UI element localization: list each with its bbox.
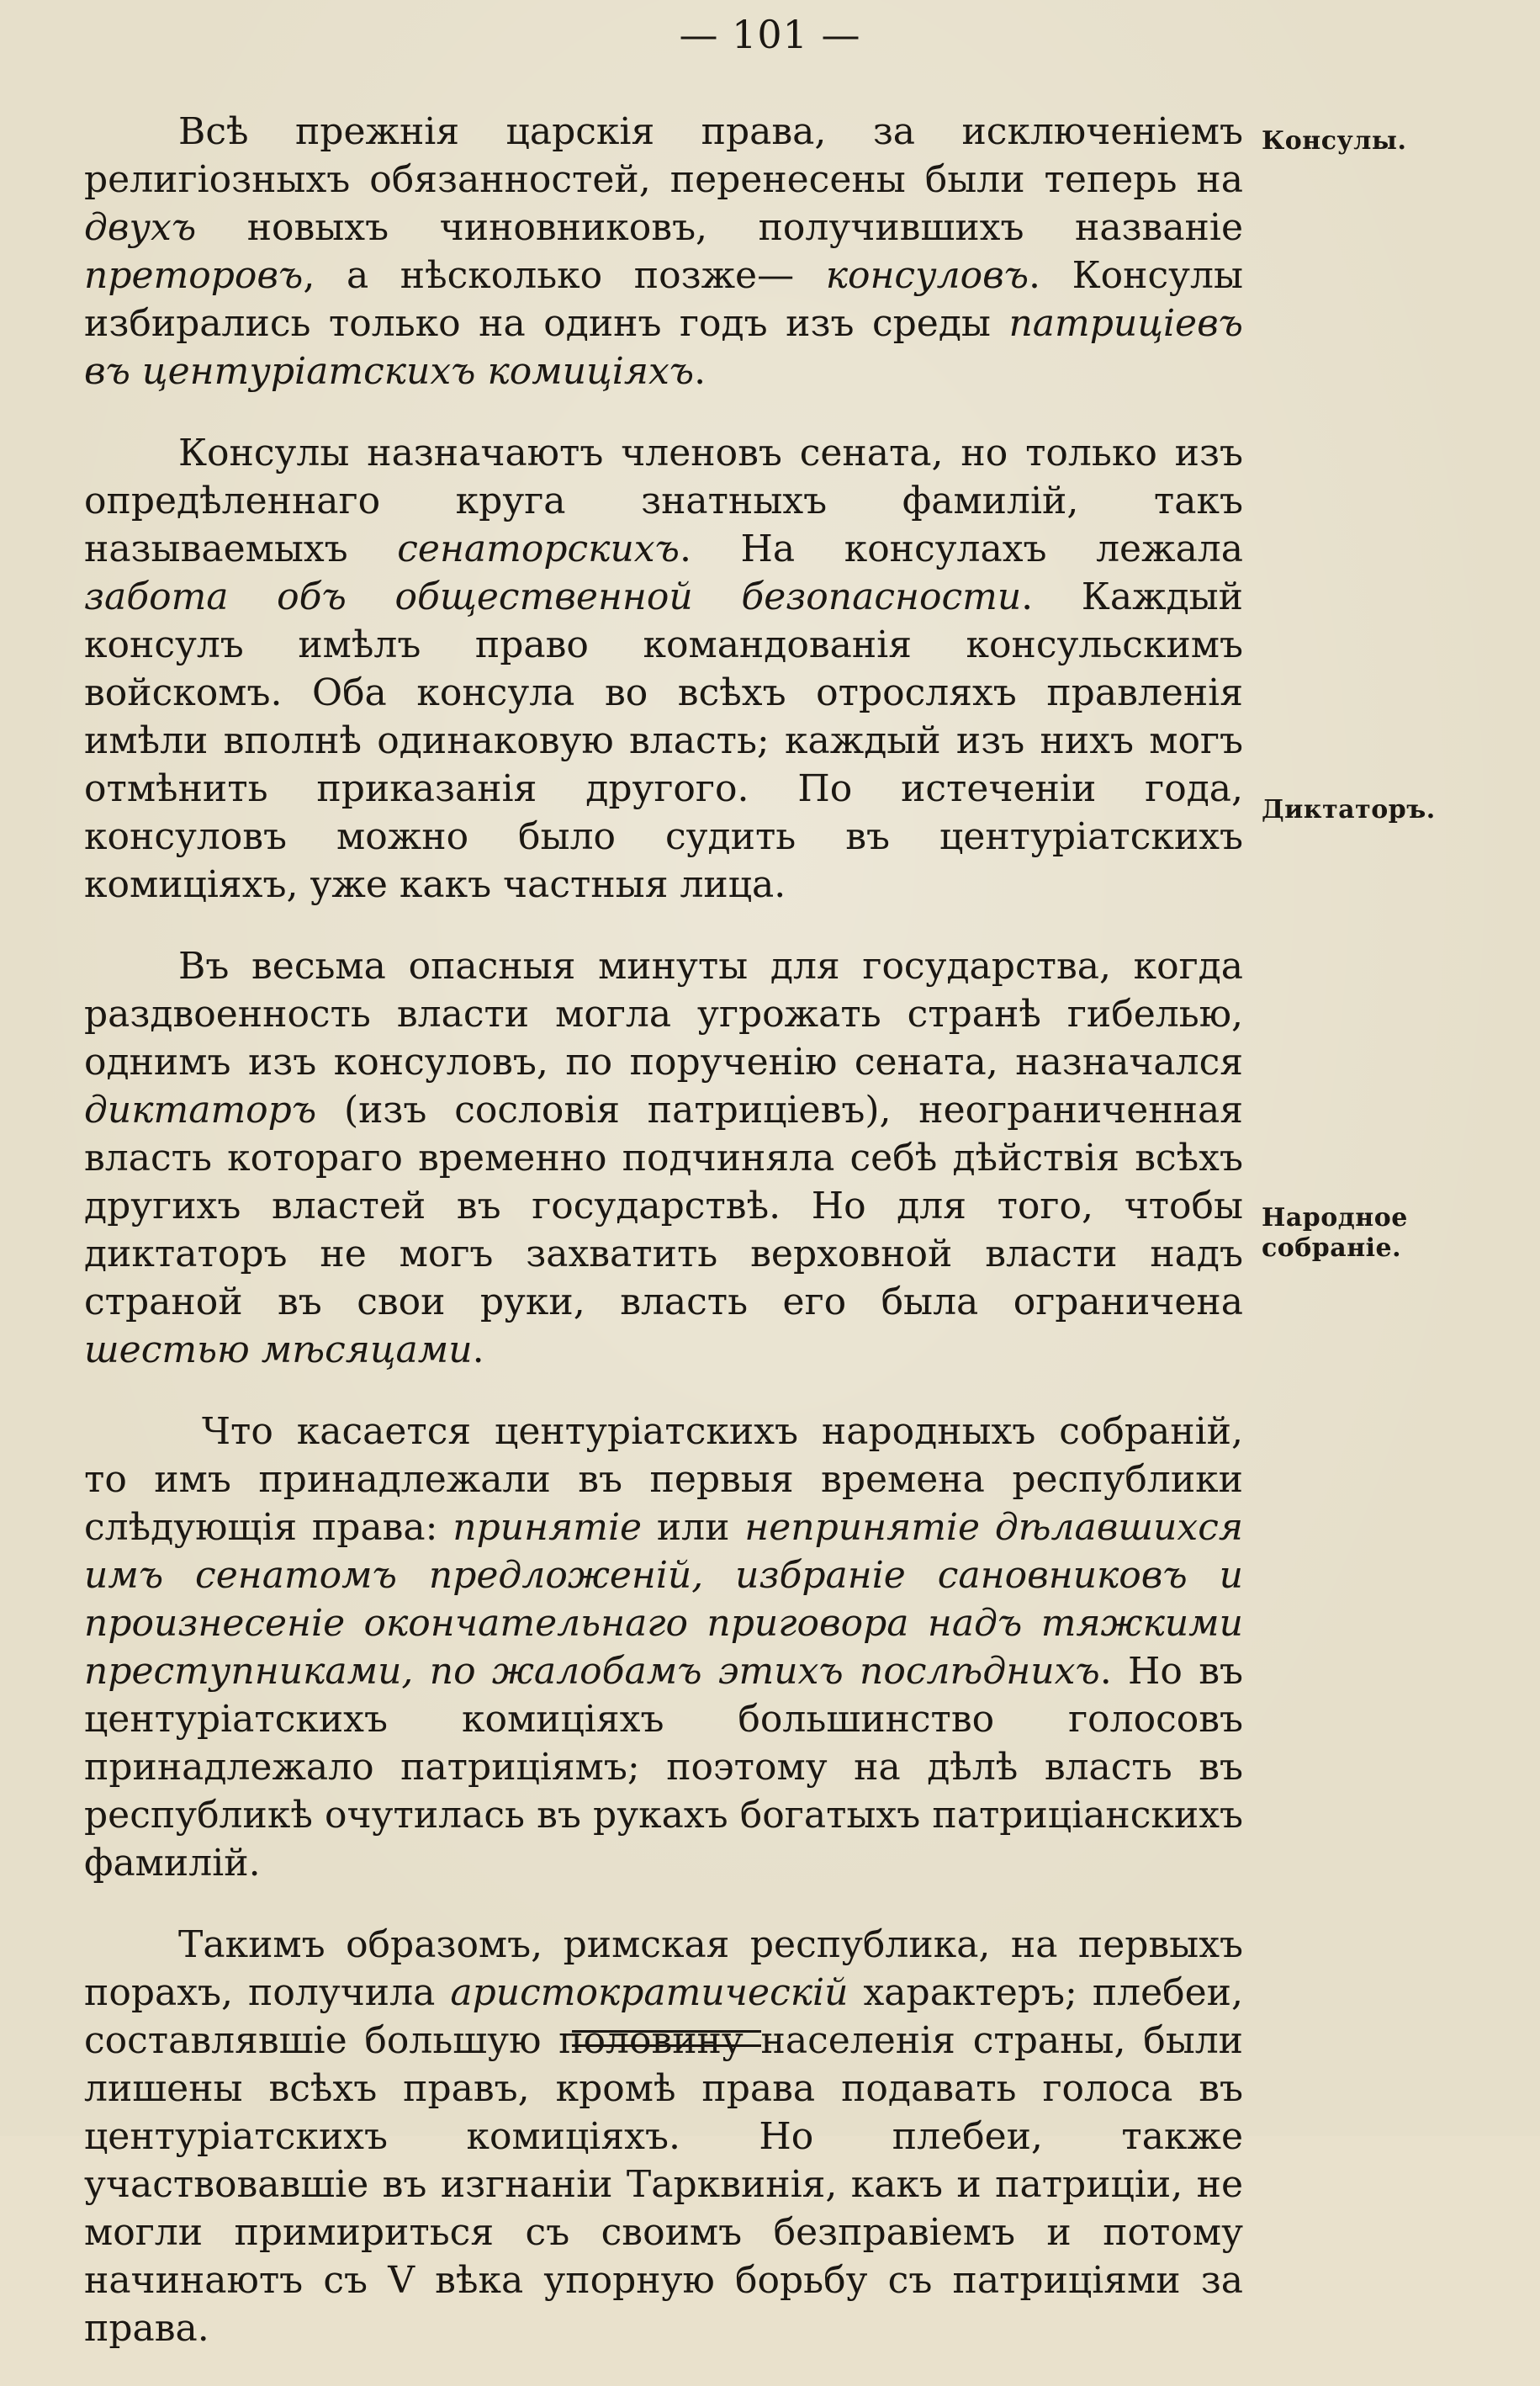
text-run: , а нѣсколько позже— [303,254,826,297]
emphasis: забота объ общественной безопасности [84,575,1022,618]
text-run: или [642,1506,745,1549]
paragraph-consuls [84,108,1243,395]
paragraph-plebeians [84,1921,1243,2352]
emphasis: патриціевъ въ центуріатскихъ комиціяхъ [84,302,1243,393]
emphasis: преторовъ [84,254,304,297]
margin-note-dictator: Диктаторъ. [1262,795,1436,824]
text-run: Въ весьма опасныя минуты для государства, когда раздвоенность власти могла угрожать странѣ гибелью, однимъ изъ консуловъ, по порученію сената, назначался [84,945,1243,1084]
text-run: новыхъ чиновниковъ, получившихъ названіе [196,206,1243,249]
emphasis: двухъ [84,206,197,249]
text-run: . Каждый консулъ имѣлъ право командованія консульскимъ войскомъ. Оба консула во всѣхъ отросляхъ правленія имѣли вполнѣ одинаковую власть; каждый изъ нихъ могъ отмѣнить приказанія другого. По истеченіи года, консуловъ можно было судить въ центуріатскихъ комиціяхъ, уже какъ частныя лица. [84,575,1244,906]
text-run: Всѣ прежнія царскія права, за исключеніемъ религіозныхъ обязанностей, перенесены были теперь на [84,110,1243,201]
emphasis: диктаторъ [84,1089,317,1132]
text-run: . [694,350,706,393]
margin-note-assembly [1262,1203,1408,1264]
text-run: (изъ сословія патриціевъ), неограниченная власть котораго временно подчиняла себѣ дѣйствія всѣхъ другихъ властей въ государствѣ. Но для того, чтобы диктаторъ не могъ захватить верховной власти надъ страной въ свои руки, власть его была ограничена [84,1089,1243,1323]
paragraph-assembly [84,1408,1243,1887]
text-run: . Но въ центуріатскихъ комиціяхъ большинство голосовъ принадлежало патриціямъ; поэтому на дѣлѣ власть въ республикѣ очутилась въ рукахъ богатыхъ патриціанскихъ фамилій. [84,1650,1243,1885]
emphasis: принятіе [452,1506,643,1549]
text-run: . На консулахъ лежала [679,528,1243,570]
text-run: Такимъ образомъ, римская республика, на первыхъ порахъ, получила [84,1923,1243,2014]
text-run: Консулы назначаютъ членовъ сената, но только изъ опредѣленнаго круга знатныхъ фамилій, такъ называемыхъ [84,432,1243,570]
page-number: — 101 — [679,12,861,57]
paragraph-dictator [84,942,1243,1374]
margin-note-assembly-line2: собраніе. [1262,1233,1402,1263]
margin-note-assembly-line1: Народное [1262,1203,1408,1233]
text-run: Что касается центуріатскихъ народныхъ собраній, то имъ принадлежали въ первыя времена республики слѣдующія права: [84,1410,1243,1549]
emphasis: аристократическій [450,1971,849,2014]
text-run: . Консулы избирались только на одинъ годъ изъ среды [84,254,1243,345]
emphasis: шестью мѣсяцами [84,1328,473,1371]
margin-note-consuls: Консулы. [1262,126,1407,156]
text-run: . [472,1328,484,1371]
emphasis: сенаторскихъ [397,528,680,570]
paragraph-senate [84,429,1243,909]
emphasis: непринятіе дѣлавшихся имъ сенатомъ предложеній, избраніе сановниковъ и произнесеніе окончательнаго приговора надъ тяжкими преступниками, по жалобамъ этихъ послѣднихъ [84,1506,1243,1693]
section-end-rule [572,2030,761,2047]
emphasis: консуловъ [825,254,1029,297]
text-run: характеръ; плебеи, составлявшіе большую половину населенія страны, были лишены всѣхъ правъ, кромѣ права подавать голоса въ центуріатскихъ комиціяхъ. Но плебеи, также участвовавшіе въ изгнаніи Тарквинія, какъ и патриціи, не могли примириться съ своимъ безправіемъ и потому начинаютъ съ V вѣка упорную борьбу съ патриціями за права. [84,1971,1243,2350]
